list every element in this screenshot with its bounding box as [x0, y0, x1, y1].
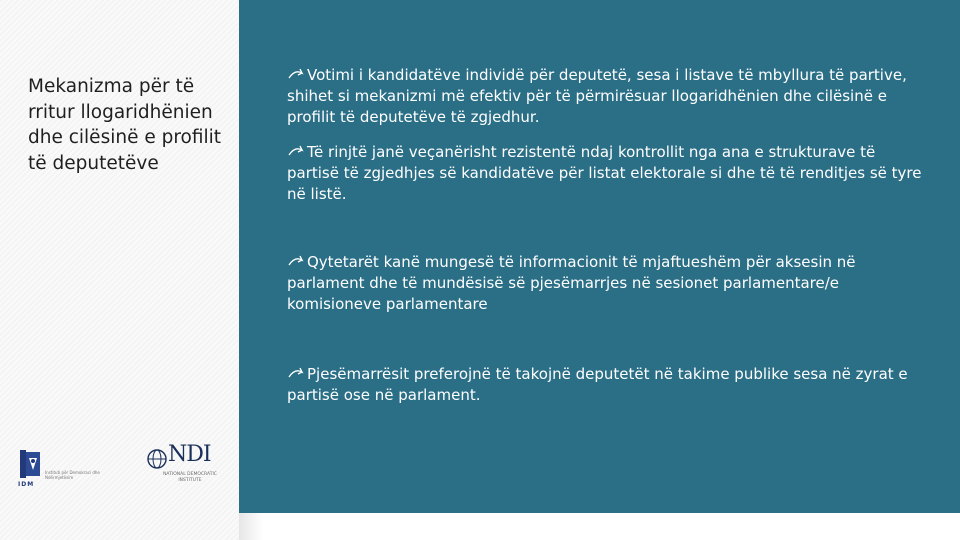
idm-emblem-icon	[18, 448, 42, 482]
bullet-item	[287, 142, 927, 205]
bullet-item	[287, 364, 927, 406]
bullet-item	[287, 65, 927, 128]
arrow-bullet-icon	[287, 67, 307, 81]
globe-icon	[146, 448, 168, 470]
ndi-caption: NATIONAL DEMOCRATIC INSTITUTE	[163, 472, 217, 483]
idm-logo	[18, 448, 118, 490]
ndi-label: NDI	[168, 442, 211, 467]
bullet-text: Të rinjtë janë veçanërisht rezistentë ndaj kontrollit nga ana e strukturave të partisë të zgjedhjes së kandidatëve për listat elektorale si dhe të të renditjes së tyre në listë.	[287, 143, 922, 203]
bullet-text: Votimi i kandidatëve individë për deputetë, sesa i listave të mbyllura të partive, shihet si mekanizmi më efektiv për të përmirësuar llogaridhënien dhe cilësinë e profilit të deputetëve të zgjedhur.	[287, 66, 907, 126]
arrow-bullet-icon	[287, 254, 307, 268]
arrow-bullet-icon	[287, 366, 307, 380]
ndi-logo	[146, 442, 222, 494]
divider-shadow	[239, 513, 263, 540]
arrow-bullet-icon	[287, 144, 307, 158]
idm-caption: Instituti për Demokraci dhe Ndërmjetësim	[45, 470, 100, 480]
bullet-item	[287, 252, 927, 315]
bullet-text: Pjesëmarrësit preferojnë të takojnë deputetët në takime publike sesa në zyrat e partisë ose në parlament.	[287, 365, 908, 404]
slide-title: Mekanizma për të rritur llogaridhënien dhe cilësinë e profilit të deputetëve	[28, 76, 222, 174]
bottom-strip	[239, 513, 960, 540]
bullet-text: Qytetarët kanë mungesë të informacionit të mjaftueshëm për aksesin në parlament dhe të mundësisë së pjesëmarrjes në sesionet parlamentare/e komisioneve parlamentare	[287, 253, 856, 313]
idm-label: IDM	[18, 481, 35, 488]
left-panel	[0, 0, 239, 540]
